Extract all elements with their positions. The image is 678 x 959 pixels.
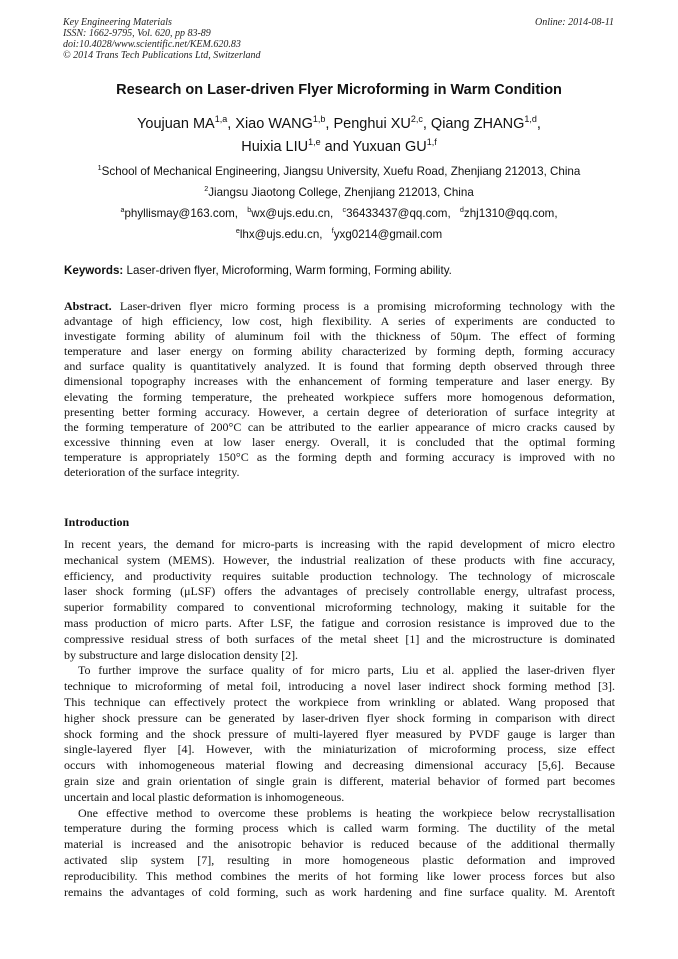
doi: doi:10.4028/www.scientific.net/KEM.620.83 — [63, 39, 241, 50]
email[interactable]: yxg0214@gmail.com — [333, 228, 443, 241]
author-list — [40, 113, 638, 159]
affiliation-1 — [40, 165, 638, 179]
body-line: laser shock forming (μLSF) offers the advantages of precisely controllable energy, ultrafast process, — [64, 584, 615, 599]
author-sup: 1,a — [214, 114, 228, 125]
introduction-body — [64, 537, 615, 900]
email-sup: a — [120, 205, 125, 215]
email-sup: f — [331, 226, 334, 236]
body-line: occurs with inhomogeneous material flowing and decreasing dimensional accuracy [5,6]. Because — [64, 758, 615, 773]
abstract-line: temperature and laser energy on forming ability characterized by forming depth, forming accuracy — [64, 344, 615, 359]
affiliation-sup: 1 — [97, 163, 102, 173]
journal-meta — [63, 17, 261, 61]
email[interactable]: zhj1310@qq.com, — [463, 207, 558, 220]
body-line: This technique can effectively protect the workpiece from wrinkling or ablated. Wang proposed that — [64, 694, 615, 709]
journal-name: Key Engineering Materials — [63, 17, 172, 28]
body-line: mechanical system (MEMS). However, the industrial realization of these products with fine accuracy, — [64, 552, 615, 567]
abstract-line: elevating the forming temperature, the preheated workpiece suffers more homogenous deformation, — [64, 389, 615, 404]
body-line: temperature during the forming process which is called warm forming. The ductility of the metal — [64, 821, 615, 836]
abstract-line: the forming temperature of 200°C can be attributed to the earlier appearance of micro cracks caused by — [64, 419, 615, 434]
affiliation-sup: 2 — [204, 184, 209, 194]
body-line: technique to microforming of metal foil, introducing a novel laser indirect shock forming method [3]. — [64, 679, 615, 694]
body-line: remains the advantages of cold forming, such as work hardening and fine surface quality. M. Arentoft — [64, 884, 615, 899]
abstract-line: excessive thinning even at low laser energy. Overall, it is concluded that the optimal forming — [64, 434, 615, 449]
body-line: higher shock pressure can be generated by laser-driven flyer shock forming in comparison with direct — [64, 710, 615, 725]
abstract — [64, 299, 615, 480]
keywords-label: Keywords: — [64, 264, 124, 277]
online-date: Online: 2014-08-11 — [535, 17, 614, 28]
affiliation-2 — [40, 186, 638, 200]
author-name: Youjuan MA — [137, 116, 215, 132]
body-line: mass production of micro parts. After LSF, the fatigue and corrosion resistance is improved due to the — [64, 615, 615, 630]
body-line: In recent years, the demand for micro-parts is increasing with the rapid development of micro electro — [64, 537, 615, 551]
body-line: To further improve the surface quality of for micro parts, Liu et al. applied the laser-driven flyer — [78, 663, 615, 678]
author-name: Penghui XU — [333, 116, 411, 132]
body-line: material is increased and the anisotropic behavior is reduced because of the additional thermally — [64, 837, 615, 852]
author-name: Xiao WANG — [235, 116, 313, 132]
email-sup: e — [235, 226, 240, 236]
author-sup: 1,e — [308, 137, 321, 148]
email[interactable]: wx@ujs.edu.cn, — [251, 207, 334, 220]
body-line: compressive residual stress of both surfaces of the metal sheet [1] and the microstructure is dominated — [64, 631, 615, 646]
author-name: Qiang ZHANG — [430, 116, 525, 132]
paper-title: Research on Laser-driven Flyer Microforming in Warm Condition — [116, 82, 562, 98]
affiliation-text: School of Mechanical Engineering, Jiangsu University, Xuefu Road, Zhenjiang 212013, China — [101, 165, 581, 178]
email[interactable]: lhx@ujs.edu.cn, — [239, 228, 323, 241]
author-sup: 1,b — [312, 114, 326, 125]
email-line-1 — [40, 207, 638, 221]
email-sup: c — [342, 205, 347, 215]
email[interactable]: phyllismay@163.com, — [124, 207, 239, 220]
body-line: by substructure and large dislocation density [2]. — [64, 647, 299, 662]
abstract-line: and surface quality is quantitatively analyzed. It is found that forming depth observed through three — [64, 359, 615, 374]
abstract-label: Abstract. — [64, 299, 112, 313]
affiliation-text: Jiangsu Jiaotong College, Zhenjiang 212013, China — [208, 186, 474, 199]
abstract-line: advantage of high efficiency, low cost, high flexibility. A series of experiments are conducted to — [64, 314, 615, 329]
body-line: efficiency, and productivity requires suitable production technology. The technology of microscale — [64, 568, 615, 583]
body-line: activated slip system [7], resulting in more homogeneous plastic deformation and improved — [64, 852, 615, 867]
body-line: single-layered flyer [4]. However, with the miniaturization of microforming process, size effect — [64, 742, 615, 757]
abstract-line: investigate forming ability of aluminum foil with the thickness of 50μm. The effect of forming — [64, 329, 615, 344]
body-line: grain size and grain orientation of single grain is different, material behavior of formed part becomes — [64, 773, 615, 788]
email-sup: d — [459, 205, 464, 215]
author-sup: 2,c — [410, 114, 423, 125]
body-line: One effective method to overcome these problems is heating the workpiece below recrystallisation — [78, 805, 615, 820]
author-name: Yuxuan GU — [352, 139, 427, 155]
email-line-2 — [40, 228, 638, 242]
abstract-line: temperature is appropriately 150°C as the forming depth and forming accuracy is improved with no — [64, 449, 615, 464]
body-line: shock forming and the shock pressure of multi-layered flyer measured by PVDF gauge is larger than — [64, 726, 615, 741]
author-line-2: Huixia LIU$^{1,e}$ and Yuxuan GU$^{1,f}$ — [241, 137, 437, 155]
body-line: reproducibility. This method combines the merits of hot forming like lower process forces but also — [64, 868, 615, 883]
author-sup: 1,d — [524, 114, 537, 125]
email[interactable]: 36433437@qq.com, — [346, 207, 451, 220]
issn: ISSN: 1662-9795, Vol. 620, pp 83-89 — [63, 28, 211, 39]
body-line: superior formability compared to conventional microforming technology, making it suitable for the — [64, 600, 615, 615]
email-sup: b — [247, 205, 252, 215]
author-sup: 1,f — [426, 137, 437, 148]
abstract-line: presenting better forming accuracy. However, a certain degree of deterioration of surface integrity at — [64, 404, 615, 419]
body-line: uncertain and local plastic deformation is inhomogeneous. — [64, 789, 345, 804]
copyright: © 2014 Trans Tech Publications Ltd, Switzerland — [63, 50, 261, 61]
author-name: Huixia LIU — [241, 139, 309, 155]
keywords — [64, 264, 616, 278]
keywords-text: Laser-driven flyer, Microforming, Warm forming, Forming ability. — [126, 264, 452, 277]
author-line-1: Youjuan MA$^{1,a}$, Xiao WANG$^{1,b}$, Penghui XU$^{2,c}$, Qiang ZHANG$^{1,d}$, — [137, 114, 541, 132]
section-heading-introduction: Introduction — [64, 515, 130, 529]
abstract-line: Abstract. Laser-driven flyer micro forming process is a promising microforming technology with the — [64, 299, 615, 313]
abstract-line: dimensional topography increases with the enhancement of forming temperature and laser energy. By — [64, 374, 615, 389]
abstract-line: deterioration of the surface integrity. — [64, 465, 240, 480]
